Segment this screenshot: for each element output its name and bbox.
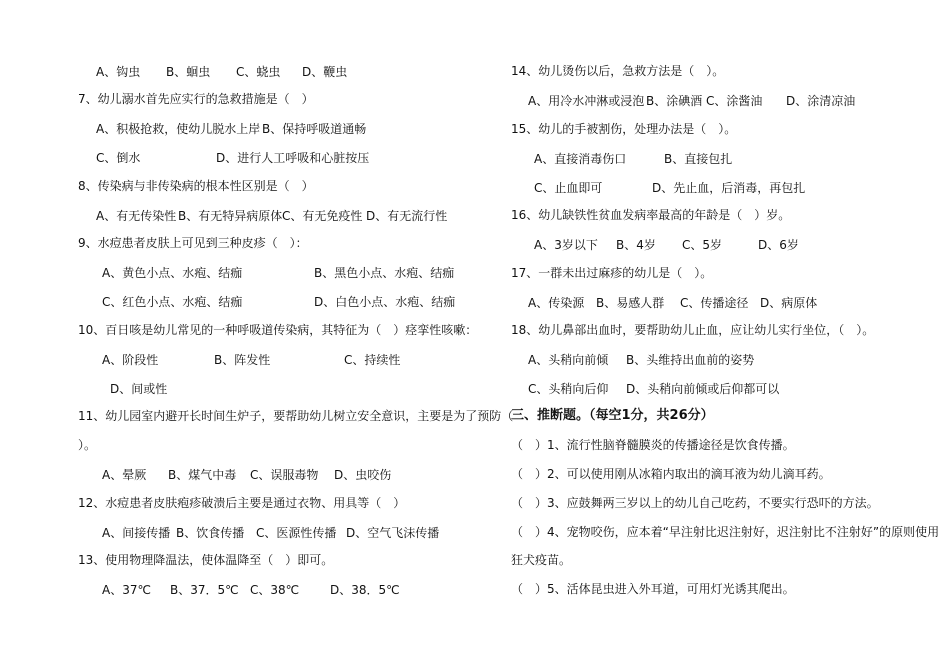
q15-option-c: C、止血即可 xyxy=(534,181,603,195)
q11-option-a: A、晕厥 xyxy=(102,468,147,482)
q13-option-c: C、38℃ xyxy=(250,583,300,597)
q11-option-b: B、煤气中毒 xyxy=(168,468,237,482)
q15-option-b: B、直接包扎 xyxy=(664,152,733,166)
q8-option-b: B、有无特异病原体 xyxy=(178,209,283,223)
q17-option-c: C、传播途径 xyxy=(680,296,749,310)
question-9: 9、水痘患者皮肤上可见到三种皮疹（ ）： xyxy=(78,236,308,250)
q16-option-b: B、4岁 xyxy=(616,238,656,252)
q10-option-d: D、间或性 xyxy=(110,382,168,396)
q17-option-a: A、传染源 xyxy=(528,296,585,310)
judgment-3: （ ）3、应鼓舞两三岁以上的幼儿自己吃药，不要实行恐吓的方法。 xyxy=(511,496,879,510)
q7-option-a: A、积极抢救，使幼儿脱水上岸 xyxy=(96,122,261,136)
question-14: 14、幼儿烫伤以后，急救方法是（ ）。 xyxy=(511,64,725,78)
q14-option-a: A、用冷水冲淋或浸泡 xyxy=(528,94,645,108)
q11-option-c: C、误服毒物 xyxy=(250,468,319,482)
q9-option-b: B、黑色小点、水疱、结痂 xyxy=(314,266,455,280)
question-7: 7、幼儿溺水首先应实行的急救措施是（ ） xyxy=(78,92,314,106)
q9-option-d: D、白色小点、水疱、结痂 xyxy=(314,295,456,309)
q12-option-a: A、间接传播 xyxy=(102,526,171,540)
question-11-continuation: ）。 xyxy=(78,438,97,452)
q8-option-a: A、有无传染性 xyxy=(96,209,177,223)
q18-option-d: D、头稍向前倾或后仰都可以 xyxy=(626,382,780,396)
q11-option-d: D、虫咬伤 xyxy=(334,468,392,482)
q8-option-c: C、有无免疫性 xyxy=(282,209,363,223)
q15-option-a: A、直接消毒伤口 xyxy=(534,152,627,166)
q10-option-b: B、阵发性 xyxy=(214,353,271,367)
q6-option-a: A、钩虫 xyxy=(96,65,141,79)
judgment-5: （ ）5、活体昆虫进入外耳道，可用灯光诱其爬出。 xyxy=(511,582,795,596)
q18-option-a: A、头稍向前倾 xyxy=(528,353,609,367)
q8-option-d: D、有无流行性 xyxy=(366,209,448,223)
q18-option-c: C、头稍向后仰 xyxy=(528,382,609,396)
q9-option-c: C、红色小点、水疱、结痂 xyxy=(102,295,243,309)
q13-option-d: D、38．5℃ xyxy=(330,583,400,597)
question-12: 12、水痘患者皮肤疱疹破溃后主要是通过衣物、用具等（ ） xyxy=(78,496,406,510)
q13-option-a: A、37℃ xyxy=(102,583,151,597)
q16-option-a: A、3岁以下 xyxy=(534,238,598,252)
q7-option-b: B、保持呼吸道通畅 xyxy=(262,122,367,136)
q7-option-d: D、进行人工呼吸和心脏按压 xyxy=(216,151,370,165)
q6-option-b: B、蛔虫 xyxy=(166,65,211,79)
section-3-title: 三、推断题。（每空1分，共26分） xyxy=(511,408,714,423)
q12-option-b: B、饮食传播 xyxy=(176,526,245,540)
q17-option-b: B、易感人群 xyxy=(596,296,665,310)
q18-option-b: B、头维持出血前的姿势 xyxy=(626,353,755,367)
q12-option-c: C、医源性传播 xyxy=(256,526,337,540)
q14-option-c: C、涂酱油 xyxy=(706,94,763,108)
q16-option-c: C、5岁 xyxy=(682,238,723,252)
question-15: 15、幼儿的手被割伤，处理办法是（ ）。 xyxy=(511,122,737,136)
q13-option-b: B、37．5℃ xyxy=(170,583,239,597)
question-16: 16、幼儿缺铁性贫血发病率最高的年龄是（ ）岁。 xyxy=(511,208,791,222)
question-8: 8、传染病与非传染病的根本性区别是（ ） xyxy=(78,179,314,193)
judgment-2: （ ）2、可以使用刚从冰箱内取出的滴耳液为幼儿滴耳药。 xyxy=(511,467,831,481)
q10-option-a: A、阶段性 xyxy=(102,353,159,367)
q10-option-c: C、持续性 xyxy=(344,353,401,367)
question-18: 18、幼儿鼻部出血时，要帮助幼儿止血，应让幼儿实行坐位，（ ）。 xyxy=(511,323,875,337)
q7-option-c: C、倒水 xyxy=(96,151,141,165)
q17-option-d: D、病原体 xyxy=(760,296,818,310)
judgment-1: （ ）1、流行性脑脊髓膜炎的传播途径是饮食传播。 xyxy=(511,438,795,452)
judgment-4: （ ）4、宠物咬伤，应本着“早注射比迟注射好，迟注射比不注射好”的原则使用 xyxy=(511,525,940,539)
q16-option-d: D、6岁 xyxy=(758,238,799,252)
q15-option-d: D、先止血，后消毒，再包扎 xyxy=(652,181,806,195)
q6-option-c: C、蛲虫 xyxy=(236,65,281,79)
q9-option-a: A、黄色小点、水疱、结痂 xyxy=(102,266,243,280)
question-11: 11、幼儿园室内避开长时间生炉子，要帮助幼儿树立安全意识，主要是为了预防（ xyxy=(78,409,514,423)
question-10: 10、百日咳是幼儿常见的一种呼吸道传染病，其特征为（ ）痉挛性咳嗽： xyxy=(78,323,478,337)
q14-option-b: B、涂碘酒 xyxy=(646,94,703,108)
judgment-4-continuation: 狂犬疫苗。 xyxy=(511,553,572,567)
q6-option-d: D、鞭虫 xyxy=(302,65,348,79)
q14-option-d: D、涂清凉油 xyxy=(786,94,856,108)
question-13: 13、使用物理降温法，使体温降至（ ）即可。 xyxy=(78,553,334,567)
question-17: 17、一群未出过麻疹的幼儿是（ ）。 xyxy=(511,266,713,280)
q12-option-d: D、空气飞沫传播 xyxy=(346,526,440,540)
